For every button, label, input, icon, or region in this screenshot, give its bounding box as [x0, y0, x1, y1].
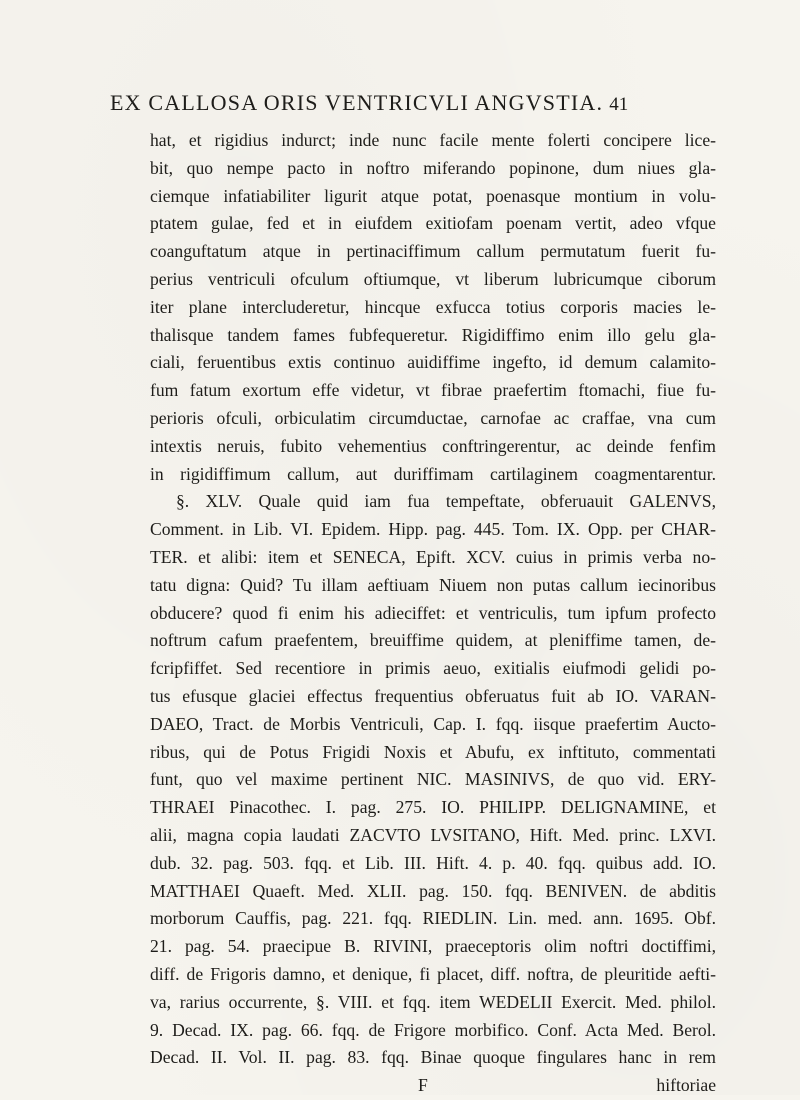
- signature-mark: F: [418, 1075, 428, 1096]
- text-line: va, rarius occurrente, §. VIII. et fqq. item WEDELII Exercit. Med. philol.: [150, 991, 716, 1012]
- text-line: tatu digna: Quid? Tu illam aeftiuam Niuem non putas callum iecinoribus: [150, 574, 716, 595]
- text-line: thalisque tandem fames fubfequeretur. Rigidiffimo enim illo gelu gla-: [150, 324, 716, 345]
- text-line: 9. Decad. IX. pag. 66. fqq. de Frigore morbifico. Conf. Acta Med. Berol.: [150, 1019, 716, 1040]
- text-line: noftrum cafum praefentem, breuiffime quidem, at pleniffime tamen, de-: [150, 630, 716, 651]
- text-line: bit, quo nempe pacto in noftro miferando popinone, dum niues gla-: [150, 157, 716, 178]
- catchword: hiftoriae: [656, 1075, 716, 1096]
- running-head: [110, 90, 800, 120]
- text-line: ciali, feruentibus extis continuo auidiffime ingefto, id demum calamito-: [150, 352, 716, 373]
- running-title: EX CALLOSA ORIS VENTRICVLI ANGVSTIA.: [110, 90, 604, 115]
- text-line: funt, quo vel maxime pertinent NIC. MASINIVS, de quo vid. ERY-: [150, 769, 716, 790]
- text-line: iter plane intercluderetur, hincque exfucca totius corporis macies le-: [150, 296, 716, 317]
- text-line: fcripfiffet. Sed recentiore in primis aeuo, exitialis eiufmodi gelidi po-: [150, 658, 716, 679]
- text-line: intextis neruis, fubito vehementius conftringerentur, ac deinde fenfim: [150, 435, 716, 456]
- text-line: Decad. II. Vol. II. pag. 83. fqq. Binae quoque fingulares hanc in rem: [150, 1047, 716, 1068]
- text-line: in rigidiffimum callum, aut duriffimam cartilaginem coagmentarentur.: [150, 463, 716, 484]
- text-line: alii, magna copia laudati ZACVTO LVSITANO, Hift. Med. princ. LXVI.: [150, 824, 716, 845]
- text-line: ptatem gulae, fed et in eiufdem exitiofam poenam vertit, adeo vfque: [150, 213, 716, 234]
- text-line: ciemque infatiabiliter ligurit atque potat, poenasque montium in volu-: [150, 185, 716, 206]
- text-line: diff. de Frigoris damno, et denique, fi placet, diff. noftra, de pleuritide aefti-: [150, 963, 716, 984]
- text-line: ribus, qui de Potus Frigidi Noxis et Abufu, ex inftituto, commentati: [150, 741, 716, 762]
- text-line: 21. pag. 54. praecipue B. RIVINI, praeceptoris olim noftri doctiffimi,: [150, 936, 716, 957]
- footer-line: [150, 1072, 716, 1100]
- text-line: dub. 32. pag. 503. fqq. et Lib. III. Hift. 4. p. 40. fqq. quibus add. IO.: [150, 852, 716, 873]
- text-line: coanguftatum atque in pertinaciffimum callum permutatum fuerit fu-: [150, 241, 716, 262]
- text-line: fum fatum exortum effe videtur, vt fibrae praefertim ftomachi, fiue fu-: [150, 380, 716, 401]
- text-line: obducere? quod fi enim his adieciffet: et ventriculis, tum ipfum profecto: [150, 602, 716, 623]
- text-line: perius ventriculi ofculum oftiumque, vt liberum lubricumque ciborum: [150, 268, 716, 289]
- text-line: THRAEI Pinacothec. I. pag. 275. IO. PHILIPP. DELIGNAMINE, et: [150, 797, 716, 818]
- text-line: DAEO, Tract. de Morbis Ventriculi, Cap. I. fqq. iisque praefertim Aucto-: [150, 713, 716, 734]
- text-line: hat, et rigidius indurct; inde nunc facile mente folerti concipere lice-: [150, 130, 716, 150]
- text-line: Comment. in Lib. VI. Epidem. Hipp. pag. 445. Tom. IX. Opp. per CHAR-: [150, 519, 716, 540]
- text-line: tus efusque glaciei effectus frequentius obferuatus fuit ab IO. VARAN-: [150, 685, 716, 706]
- text-line: TER. et alibi: item et SENECA, Epift. XCV. cuius in primis verba no-: [150, 546, 716, 567]
- text-line: morborum Cauffis, pag. 221. fqq. RIEDLIN. Lin. med. ann. 1695. Obf.: [150, 908, 716, 929]
- text-line: §. XLV. Quale quid iam fua tempeftate, obferuauit GALENVS,: [176, 491, 716, 512]
- text-line: MATTHAEI Quaeft. Med. XLII. pag. 150. fqq. BENIVEN. de abditis: [150, 880, 716, 901]
- body-text: [150, 127, 716, 1100]
- page-number: 41: [609, 94, 629, 115]
- text-line: perioris ofculi, orbiculatim circumductae, carnofae ac craffae, vna cum: [150, 407, 716, 428]
